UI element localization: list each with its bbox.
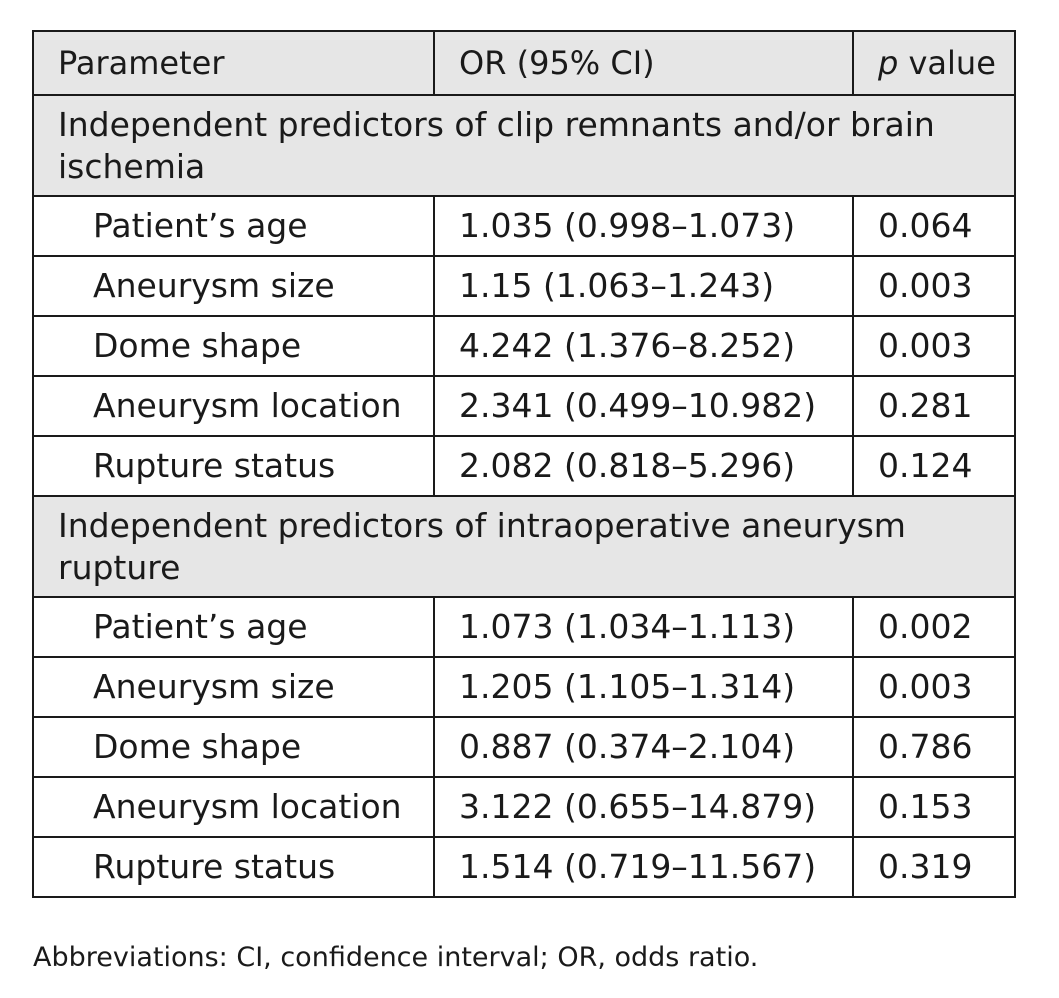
cell-p-value: 0.124 [853, 436, 1015, 496]
table-row [33, 196, 1015, 256]
cell-or-ci: 4.242 (1.376–8.252) [434, 316, 853, 376]
cell-p-value: 0.003 [853, 316, 1015, 376]
cell-parameter: Patient’s age [33, 196, 434, 256]
cell-or-ci: 1.15 (1.063–1.243) [434, 256, 853, 316]
cell-parameter: Rupture status [33, 436, 434, 496]
header-parameter: Parameter [33, 31, 434, 95]
table-row [33, 256, 1015, 316]
cell-p-value: 0.003 [853, 256, 1015, 316]
header-row [33, 31, 1015, 95]
header-p-value [853, 31, 1015, 95]
cell-p-value: 0.786 [853, 717, 1015, 777]
header-p-italic: p [878, 43, 899, 82]
results-table [32, 30, 1016, 898]
cell-p-value: 0.319 [853, 837, 1015, 897]
cell-p-value: 0.002 [853, 597, 1015, 657]
table-row [33, 657, 1015, 717]
cell-p-value: 0.153 [853, 777, 1015, 837]
cell-parameter: Aneurysm location [33, 777, 434, 837]
table-row [33, 837, 1015, 897]
cell-parameter: Aneurysm location [33, 376, 434, 436]
cell-p-value: 0.281 [853, 376, 1015, 436]
cell-or-ci: 0.887 (0.374–2.104) [434, 717, 853, 777]
cell-or-ci: 1.073 (1.034–1.113) [434, 597, 853, 657]
header-or-ci: OR (95% CI) [434, 31, 853, 95]
section-title: Independent predictors of intraoperative aneurysm rupture [33, 496, 1015, 597]
cell-parameter: Aneurysm size [33, 256, 434, 316]
cell-or-ci: 1.035 (0.998–1.073) [434, 196, 853, 256]
table-row [33, 777, 1015, 837]
table-row [33, 717, 1015, 777]
cell-parameter: Aneurysm size [33, 657, 434, 717]
cell-or-ci: 2.341 (0.499–10.982) [434, 376, 853, 436]
footnote-abbreviations: Abbreviations: CI, confidence interval; OR, odds ratio. [33, 942, 759, 973]
table-row [33, 597, 1015, 657]
section-row [33, 496, 1015, 597]
cell-parameter: Dome shape [33, 717, 434, 777]
cell-parameter: Rupture status [33, 837, 434, 897]
cell-or-ci: 2.082 (0.818–5.296) [434, 436, 853, 496]
cell-p-value: 0.064 [853, 196, 1015, 256]
cell-parameter: Dome shape [33, 316, 434, 376]
table-row [33, 316, 1015, 376]
cell-p-value: 0.003 [853, 657, 1015, 717]
section-title: Independent predictors of clip remnants and/or brain ischemia [33, 95, 1015, 196]
section-row [33, 95, 1015, 196]
header-p-rest: value [898, 43, 996, 82]
table-row [33, 436, 1015, 496]
cell-parameter: Patient’s age [33, 597, 434, 657]
cell-or-ci: 3.122 (0.655–14.879) [434, 777, 853, 837]
table-row [33, 376, 1015, 436]
cell-or-ci: 1.514 (0.719–11.567) [434, 837, 853, 897]
cell-or-ci: 1.205 (1.105–1.314) [434, 657, 853, 717]
